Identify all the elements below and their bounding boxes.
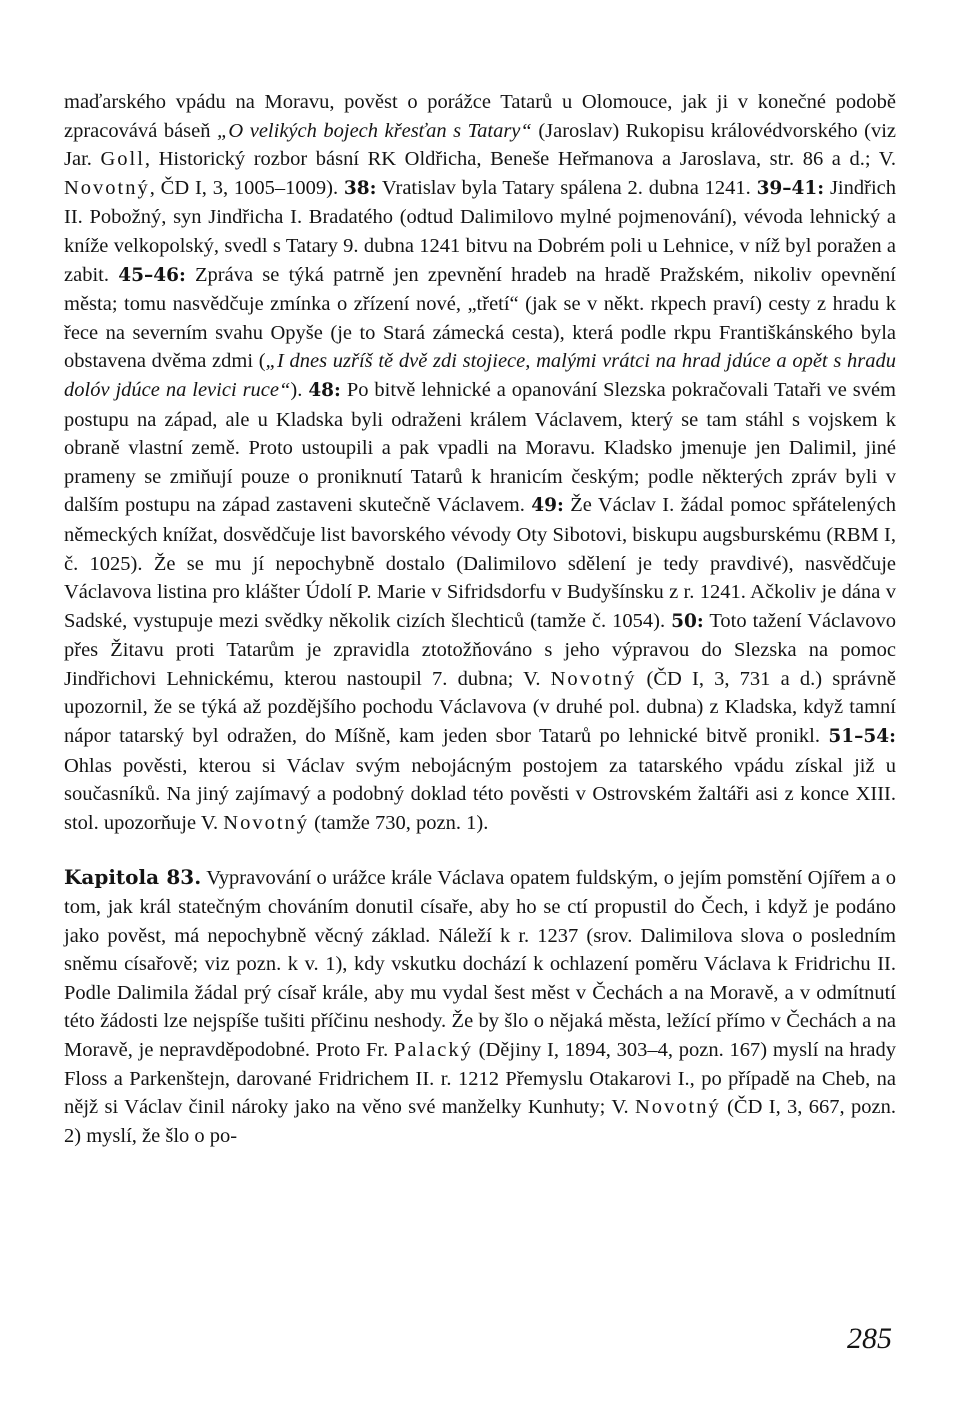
- page-text: [64, 88, 896, 1150]
- text-run: Vratislav byla Tatary spálena 2. dubna 1241.: [376, 176, 757, 199]
- author-name: Novotný: [634, 1096, 721, 1119]
- verse-reference: 51–54:: [828, 726, 896, 748]
- verse-reference: 38:: [343, 177, 377, 199]
- author-name: Palacký: [394, 1039, 473, 1061]
- author-name: Goll: [100, 148, 145, 171]
- text-run: (tamže 730, pozn. 1).: [309, 811, 489, 834]
- commentary-paragraph: [64, 88, 896, 837]
- verse-reference: 45–46:: [118, 264, 186, 286]
- text-run: Že Václav I. žádal pomoc spřátelených německých knížat, dosvědčuje list bavorského vévody Oty Sibotovi, biskupu augsburskému (RBM I, č. 1025). Že se mu jí nepochybně dostalo (Dalimilovo sdělení je tedy pravdivé), nasvědčuje Václavova listina pro klášter Údolí P. Marie v Sifridsdorfu v Budyšínsku z r. 1241. Ačkoliv je dána v Sadské, vystupuje mezi svědky několik cizích šlechticů (tamže č. 1054).: [64, 494, 896, 632]
- chapter-heading: Kapitola 83.: [64, 865, 202, 890]
- author-name: Novotný: [223, 811, 310, 834]
- verse-reference: 39–41:: [756, 177, 825, 199]
- poem-title: „O velikých bojech křesťan s Tatary“: [217, 119, 532, 142]
- page-number: 285: [847, 1322, 892, 1355]
- verse-reference: 50:: [671, 610, 704, 632]
- text-run: Jindřich II. Pobožný, syn Jindřicha I. Bradatého (odtud Dalimilovo mylné pojmenování), vévoda lehnický a kníže velkopolský, svedl s Tatary 9. dubna 1241 bitvu na Dobrém poli u Lehnice, v níž byl poražen a zabit.: [64, 176, 896, 286]
- text-run: ).: [290, 378, 309, 401]
- text-run: Po bitvě lehnické a opanování Slezska pokračovali Tataři ve svém postupu na západ, ale u Kladska byli odraženi králem Václavem, který se tam stáhl s vojskem k obraně vlastní země. Proto ustoupili a pak vpadli na Moravu. Kladsko jmenuje jen Dalimil, jiné prameny se zmiňují pouze o proniknutí Tatarů k hranicím českým; podle některých zpráv byli v dalším postupu na západ zastaveni skutečně Václavem.: [64, 378, 897, 517]
- text-run: maďarského vpádu na Moravu, pověst o porážce Tatarů u Olomouce, jak ji v konečné podobě zpracovává báseň: [64, 91, 896, 142]
- text-run: (Dějiny I, 1894, 303–4, pozn. 167) myslí na hrady Floss a Parkenštejn, darované Fridrichem II. r. 1212 Přemyslu Otakarovi I., po případě na Cheb, na nějž si Václav činil nároky jako na věno své manželky Kunhuty; V.: [64, 1039, 896, 1119]
- text-run: Zpráva se týká patrně jen zpevnění hradeb na hradě Pražském, nikoliv opevnění města; tomu nasvědčuje zmínka o zřízení nové, „třetí“ (jak se v někt. rkpech praví) cesty z hradu k řece na severním svahu Opyše (je to Stará zámecká cesta), která podle rkpu Františkánského byla obstavena dvěma zdmi (: [64, 263, 896, 373]
- text-run: (ČD I, 3, 731 a d.) správně upozornil, že se týká až pozdějšího pochodu Václavova (v druhé pol. dubna) z Kladska, když tamní nápor tatarský byl odražen, do Míšně, kam jeden sbor Tatarů po lehnické bitvě pronikl.: [64, 667, 896, 748]
- verse-reference: 49:: [531, 495, 564, 517]
- verse-reference: 48:: [308, 379, 341, 401]
- text-run: Ohlas pověsti, kterou si Václav svým nebojácným postojem za tatarského vpádu získal již u současníků. Na jiný zajímavý a podobný doklad této pověsti v Ostrovském žaltáři asi z konce XIII. stol. upozorňuje V.: [64, 754, 896, 834]
- text-run: Vypravování o urážce krále Václava opatem fuldským, o jejím pomstění Ojířem a o tom, jak král statečným chováním donutil císaře, aby ho se ctí propustil do Čech, i když je podáno jako pověst, má nepochybně věcný základ. Náleží k r. 1237 (srov. Dalimilova slova o posledním sněmu císařově; viz pozn. k v. 1), kdy vskutku dochází k ochlazení poměru Václava k Fridrichu II. Podle Dalimila žádal prý císař krále, aby mu vydal šest měst v Čechách a na Moravě, a v odmítnutí této žádosti lze nejspíše tušiti příčinu neshody. Že by šlo o nějaká města, ležící přímo v Čechách a na Moravě, je nepravděpodobné. Proto Fr.: [64, 867, 896, 1061]
- text-run: , ČD I, 3, 1005–1009).: [149, 176, 344, 199]
- text-run: , Historický rozbor básní RK Oldřicha, Beneše Heřmanova a Jaroslava, str. 86 a d.; V.: [144, 148, 896, 171]
- author-name: Novotný: [550, 667, 637, 690]
- text-run: (Jaroslav) Rukopisu královédvorského (viz Jar.: [64, 119, 897, 171]
- text-run: Toto tažení Václavovo přes Žitavu proti Tatarům je zpravidla ztotožňováno s jeho výpravou do Slezska na pomoc Jindřichovi Lehnickému, kterou nastoupil 7. dubna; V.: [64, 609, 896, 690]
- text-run: (ČD I, 3, 667, pozn. 2) myslí, že šlo o po-: [64, 1096, 896, 1147]
- quotation: „I dnes uzříš tě dvě zdi stojiece, malými vrátci na hrad jdúce a opět s hradu dolóv jdúce na levici ruce“: [64, 350, 896, 401]
- author-name: Novotný: [64, 176, 150, 199]
- chapter-paragraph: [64, 863, 896, 1150]
